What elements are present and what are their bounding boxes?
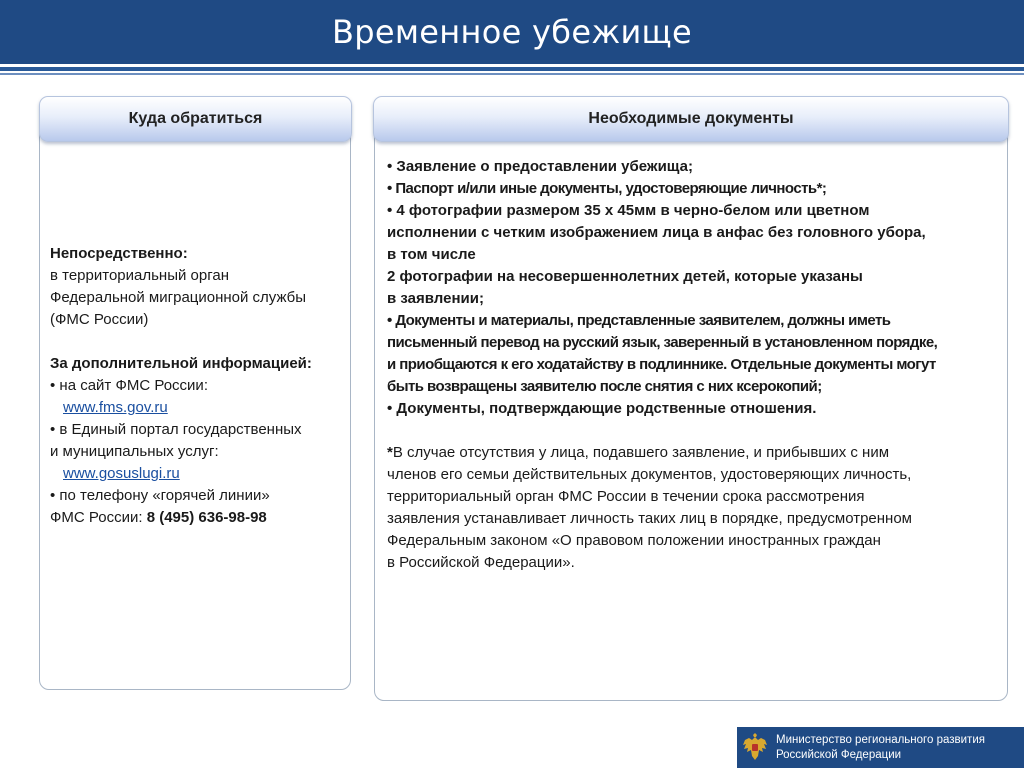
document-line: в том числе (387, 246, 476, 263)
fms-site-link[interactable]: www.fms.gov.ru (63, 399, 168, 416)
document-line: • 4 фотографии размером 35 х 45мм в черно-белом или цветном (387, 202, 870, 219)
footnote-star: * (387, 444, 393, 461)
document-line: • Паспорт и/или иные документы, удостоверяющие личность*; (387, 180, 827, 197)
phone-line (50, 507, 348, 529)
footnote-line: в Российской Федерации». (387, 554, 575, 571)
footnote-line: *В случае отсутствия у лица, подавшего заявление, и прибывших с ним (387, 444, 890, 461)
document-line: исполнении с четким изображением лица в анфас без головного убора, (387, 224, 926, 241)
portal-line: • в Единый портал государственных (50, 421, 302, 438)
document-line: • Заявление о предоставлении убежища; (387, 158, 693, 175)
footnote-line: Федеральным законом «О правовом положении иностранных граждан (387, 532, 881, 549)
document-line: письменный перевод на русский язык, заверенный в установленном порядке, (387, 334, 938, 351)
site-label: • на сайт ФМС России: (50, 377, 208, 394)
document-line: • Документы, подтверждающие родственные отношения. (387, 400, 817, 417)
direct-line: (ФМС России) (50, 311, 149, 328)
where-to-apply-heading: Куда обратиться (39, 96, 352, 142)
document-line: 2 фотографии на несовершеннолетних детей, которые указаны (387, 268, 863, 285)
double-headed-eagle-emblem-icon (741, 733, 769, 763)
where-to-apply-content (50, 243, 348, 529)
gosuslugi-link[interactable]: www.gosuslugi.ru (63, 465, 180, 482)
footnote-line: заявления устанавливает личность таких лиц в порядке, предусмотренном (387, 510, 912, 527)
slide-title: Временное убежище (332, 13, 692, 51)
slide-header (0, 0, 1024, 64)
document-line: и приобщаются к его ходатайству в подлиннике. Отдельные документы могут (387, 356, 936, 373)
hotline-phone-number: 8 (495) 636-98-98 (146, 509, 267, 526)
direct-line: Федеральной миграционной службы (50, 289, 307, 306)
phone-prefix: ФМС России: (50, 509, 147, 526)
direct-heading: Непосредственно: (50, 245, 188, 262)
document-line: в заявлении; (387, 290, 484, 307)
header-divider (0, 73, 1024, 75)
info-heading: За дополнительной информацией: (50, 355, 312, 372)
required-documents-heading: Необходимые документы (373, 96, 1009, 142)
portal-line: и муниципальных услуг: (50, 443, 219, 460)
required-documents-content (387, 156, 999, 574)
document-line: быть возвращены заявителю после снятия с них ксерокопий; (387, 378, 822, 395)
footnote-line: членов его семьи действительных документов, удостоверяющих личность, (387, 466, 912, 483)
phone-line: • по телефону «горячей линии» (50, 487, 270, 504)
ministry-footer (737, 727, 1024, 768)
direct-line: в территориальный орган (50, 267, 229, 284)
document-line: • Документы и материалы, представленные заявителем, должны иметь (387, 312, 891, 329)
ministry-name-line: Российской Федерации (776, 748, 902, 761)
ministry-name-line: Министерство регионального развития (776, 733, 985, 746)
footnote-line: территориальный орган ФМС России в течении срока рассмотрения (387, 488, 865, 505)
